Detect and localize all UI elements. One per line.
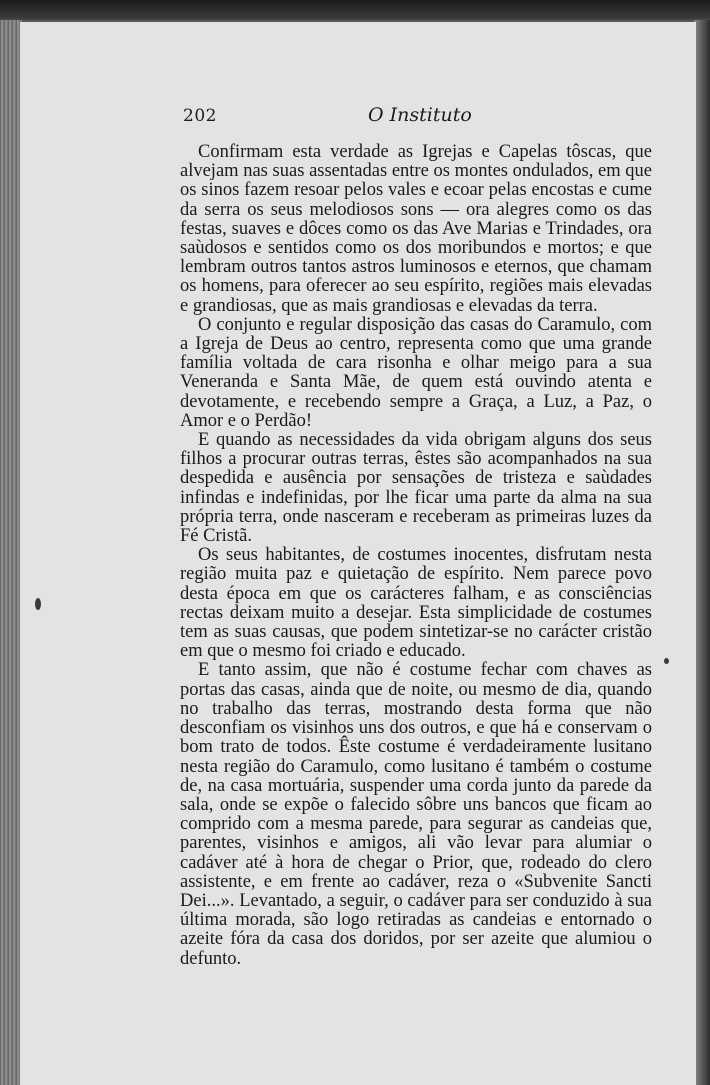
paragraph-4: Os seus habitantes, de costumes inocentes, disfrutam nesta região muita paz e quietação de espírito. Nem parece povo desta época em que os carácteres falham, e as consciências rectas deixam muito a desejar. Esta simplicidade de costumes tem as suas causas, que podem sintetizar-se no carácter cristão em que o mesmo foi criado e educado. xyxy=(180,545,652,662)
paragraph-3: E quando as necessidades da vida obrigam alguns dos seus filhos a procurar outras terras, êstes são acompanhados na sua despedida e ausência por sensações de tristeza e saùdades infindas e indefinidas, por lhe ficar uma parte da alma na sua própria terra, onde nasceram e receberam as primeiras luzes da Fé Cristã. xyxy=(180,430,652,547)
paragraph-2: O conjunto e regular disposição das casas do Caramulo, com a Igreja de Deus ao centro, representa como que uma grande família voltada de cara risonha e olhar meigo para a sua Veneranda e Santa Mãe, de quem está ouvindo atenta e devotamente, e recebendo sempre a Graça, a Luz, a Paz, o Amor e o Perdão! xyxy=(180,314,652,431)
paragraph-5: E tanto assim, que não é costume fechar com chaves as portas das casas, ainda que de noite, ou mesmo de dia, quando no trabalho das terras, mostrando desta forma que não desconfiam os visinhos uns dos outros, e que há e conservam o bom trato de todos. Êste costume é verdadeiramente lusitano nesta região do Caramulo, como lusitano é também o costume de, na casa mortuária, suspender uma corda junto da parede da sala, onde se expõe o falecido sôbre uns bancos que ficam ao comprido com a mesma parede, para segurar as candeias que, parentes, visinhos e amigos, ali vão levar para alumiar o cadáver até à hora de chegar o Prior, que, rodeado do clero assistente, e em frente ao cadáver, reza o «Subvenite Sancti Dei...». Levantado, a seguir, o cadáver para ser conduzido à sua última morada, são logo retiradas as candeias e entornado o azeite fóra da casa dos doridos, por ser azeite que alumiou o defunto. xyxy=(180,660,652,969)
margin-ink-speck xyxy=(35,598,41,610)
paragraph-1: Confirmam esta verdade as Igrejas e Capelas tôscas, que alvejam nas suas assentadas entre os montes ondulados, em que os sinos fazem resoar pelos vales e ecoar pelas encostas e cume da serra os seus melodiosos sons — ora alegres como os das festas, suaves e dôces como os das Ave Marias e Trindades, ora saùdosos e sentidos como os dos moribundos e mortos; e que lembram outros tantos astros luminosos e eternos, que chamam os homens, para oferecer ao seu espírito, regiões mais elevadas e grandiosas, que as mais grandiosas e elevadas da terra. xyxy=(180,142,652,316)
running-title: O Instituto xyxy=(368,104,472,126)
page-number: 202 xyxy=(183,106,217,126)
margin-ink-speck xyxy=(664,658,669,664)
page-right-shadow xyxy=(694,20,710,1085)
body-text xyxy=(180,143,652,969)
page-header xyxy=(163,100,472,130)
book-spine-edge xyxy=(0,20,22,1085)
